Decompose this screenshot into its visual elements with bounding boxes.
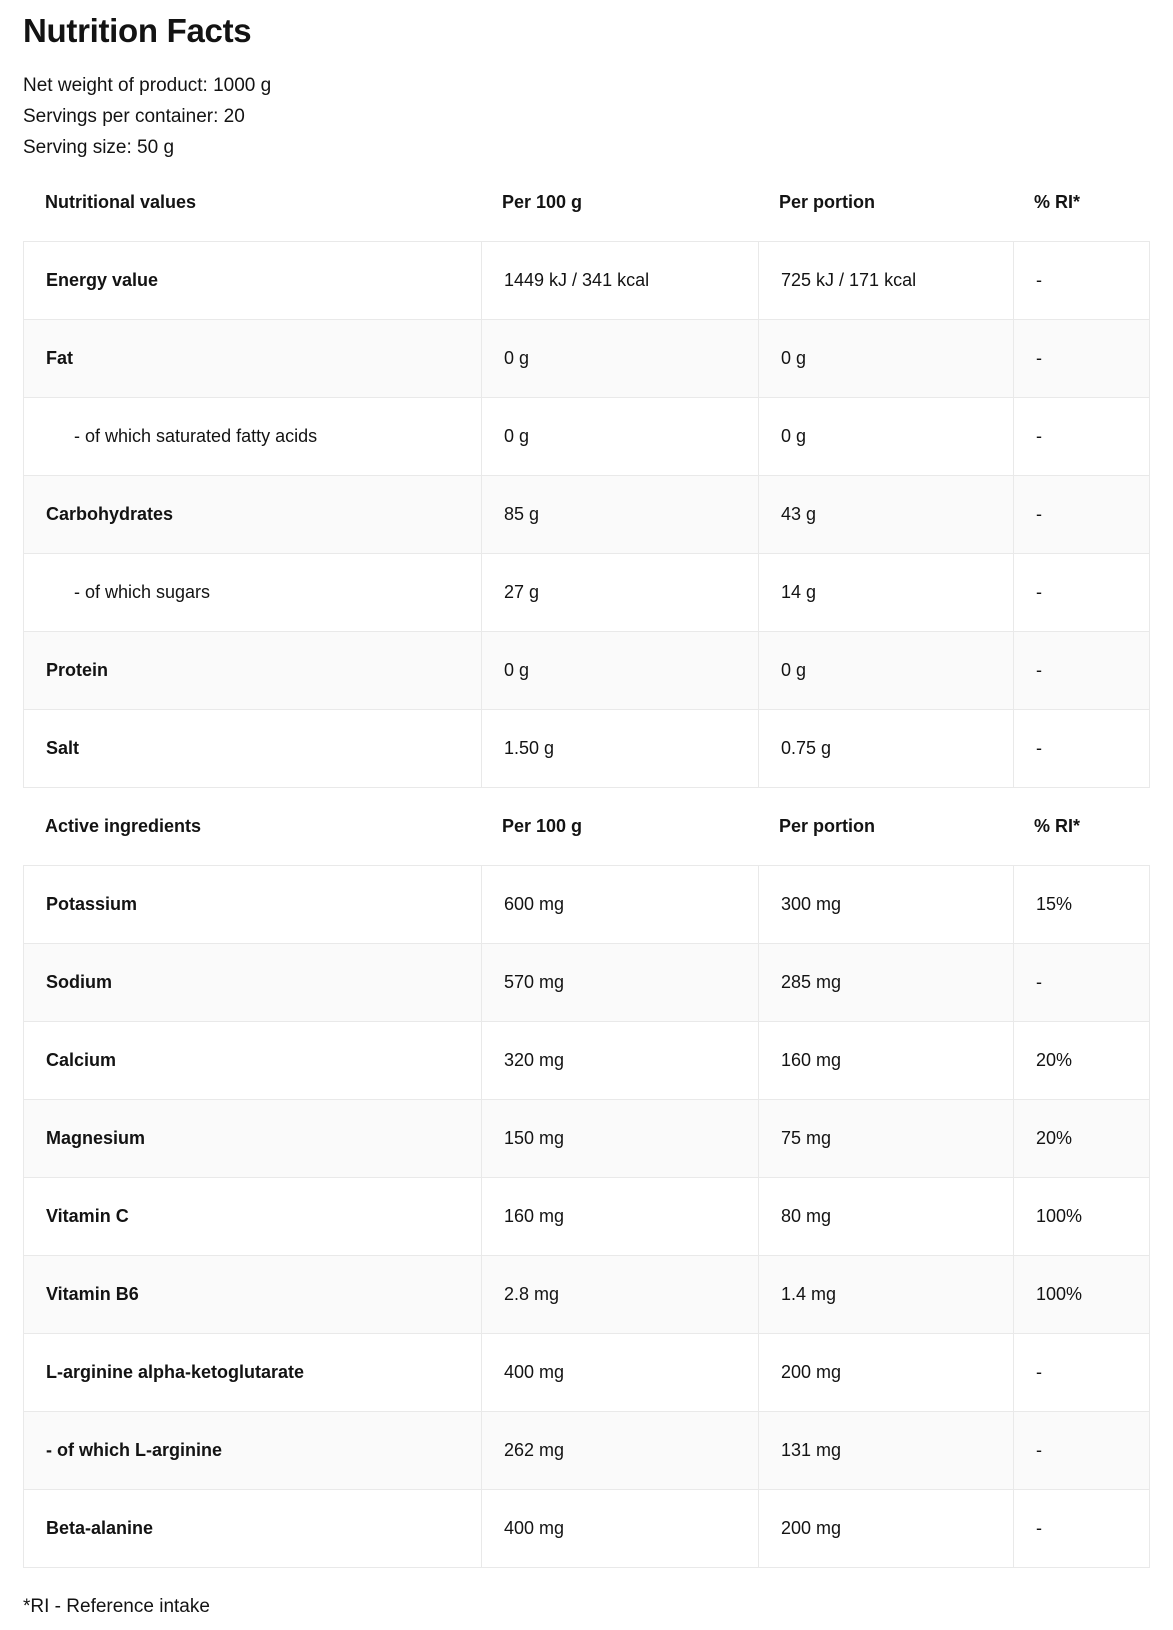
table-row — [24, 1021, 1149, 1099]
value-per-portion: 200 mg — [758, 1334, 1013, 1411]
row-label: Calcium — [46, 1050, 117, 1070]
value-per-100g: 85 g — [481, 476, 758, 553]
row-label: Energy value — [46, 270, 159, 290]
table-row — [24, 866, 1149, 943]
row-label: Vitamin C — [46, 1206, 129, 1226]
row-label: - of which saturated fatty acids — [74, 426, 318, 446]
value-per-100g: 320 mg — [481, 1022, 758, 1099]
table-row — [24, 943, 1149, 1021]
column-header-ri: % RI* — [1034, 816, 1081, 836]
value-per-portion: 200 mg — [758, 1490, 1013, 1567]
value-per-100g: 160 mg — [481, 1178, 758, 1255]
table-row — [24, 1489, 1149, 1567]
table-row — [24, 397, 1149, 475]
value-per-100g: 400 mg — [481, 1490, 758, 1567]
value-per-100g: 570 mg — [481, 944, 758, 1021]
reference-intake-footnote: *RI - Reference intake — [23, 1596, 210, 1617]
value-per-100g: 262 mg — [481, 1412, 758, 1489]
value-per-portion: 1.4 mg — [758, 1256, 1013, 1333]
table-row — [24, 553, 1149, 631]
section-header-active-ingredients: Active ingredients — [45, 816, 202, 836]
value-ri: - — [1013, 242, 1149, 319]
value-ri: - — [1013, 710, 1149, 787]
value-per-portion: 285 mg — [758, 944, 1013, 1021]
value-ri: 20% — [1013, 1022, 1149, 1099]
value-per-100g: 2.8 mg — [481, 1256, 758, 1333]
value-per-portion: 131 mg — [758, 1412, 1013, 1489]
value-per-100g: 27 g — [481, 554, 758, 631]
serving-size-line: Serving size: 50 g — [23, 137, 175, 158]
active-ingredients-header-row — [23, 788, 1150, 865]
table-row — [24, 709, 1149, 787]
value-ri: - — [1013, 1412, 1149, 1489]
section-header-nutritional-values: Nutritional values — [45, 191, 197, 212]
row-label: Sodium — [46, 972, 112, 992]
row-label: - of which L-arginine — [46, 1440, 222, 1460]
row-label: Beta-alanine — [46, 1518, 154, 1538]
row-label: Potassium — [46, 894, 138, 914]
table-row — [24, 475, 1149, 553]
table-row — [24, 1411, 1149, 1489]
value-ri: 100% — [1013, 1178, 1149, 1255]
table-row — [24, 1333, 1149, 1411]
column-header-per-portion: Per portion — [779, 816, 876, 836]
column-header-ri: % RI* — [1034, 191, 1081, 212]
row-label: Fat — [46, 348, 73, 368]
column-header-per-100g: Per 100 g — [502, 816, 583, 836]
value-per-100g: 0 g — [481, 398, 758, 475]
value-per-portion: 75 mg — [758, 1100, 1013, 1177]
value-per-portion: 43 g — [758, 476, 1013, 553]
value-per-portion: 0 g — [758, 320, 1013, 397]
nutritional-values-header-row — [23, 163, 1150, 241]
value-ri: 20% — [1013, 1100, 1149, 1177]
row-label: - of which sugars — [74, 582, 211, 602]
value-ri: - — [1013, 1490, 1149, 1567]
value-ri: - — [1013, 554, 1149, 631]
table-row — [24, 242, 1149, 319]
value-per-100g: 150 mg — [481, 1100, 758, 1177]
value-per-100g: 0 g — [481, 632, 758, 709]
value-ri: - — [1013, 944, 1149, 1021]
value-per-portion: 80 mg — [758, 1178, 1013, 1255]
value-per-portion: 160 mg — [758, 1022, 1013, 1099]
value-per-portion: 0.75 g — [758, 710, 1013, 787]
table-row — [24, 1099, 1149, 1177]
row-label: Salt — [46, 738, 80, 758]
value-per-portion: 0 g — [758, 632, 1013, 709]
value-ri: - — [1013, 320, 1149, 397]
value-per-100g: 1449 kJ / 341 kcal — [481, 242, 758, 319]
page-title: Nutrition Facts — [23, 12, 252, 49]
value-per-portion: 300 mg — [758, 866, 1013, 943]
value-per-100g: 1.50 g — [481, 710, 758, 787]
table-row — [24, 631, 1149, 709]
row-label: Carbohydrates — [46, 504, 174, 524]
value-per-100g: 400 mg — [481, 1334, 758, 1411]
value-ri: - — [1013, 1334, 1149, 1411]
value-ri: - — [1013, 632, 1149, 709]
value-ri: - — [1013, 398, 1149, 475]
column-header-per-100g: Per 100 g — [502, 191, 583, 212]
row-label: Protein — [46, 660, 109, 680]
row-label: Vitamin B6 — [46, 1284, 139, 1304]
value-per-100g: 600 mg — [481, 866, 758, 943]
table-row — [24, 1255, 1149, 1333]
value-ri: 100% — [1013, 1256, 1149, 1333]
product-meta — [23, 70, 1150, 163]
nutritional-values-table — [23, 241, 1150, 788]
value-ri: - — [1013, 476, 1149, 553]
table-row — [24, 319, 1149, 397]
table-row — [24, 1177, 1149, 1255]
active-ingredients-table — [23, 865, 1150, 1568]
value-per-portion: 14 g — [758, 554, 1013, 631]
row-label: Magnesium — [46, 1128, 146, 1148]
column-header-per-portion: Per portion — [779, 191, 876, 212]
value-per-100g: 0 g — [481, 320, 758, 397]
value-per-portion: 725 kJ / 171 kcal — [758, 242, 1013, 319]
value-ri: 15% — [1013, 866, 1149, 943]
net-weight-line: Net weight of product: 1000 g — [23, 75, 272, 96]
servings-per-container-line: Servings per container: 20 — [23, 106, 245, 127]
row-label: L-arginine alpha-ketoglutarate — [46, 1362, 305, 1382]
value-per-portion: 0 g — [758, 398, 1013, 475]
